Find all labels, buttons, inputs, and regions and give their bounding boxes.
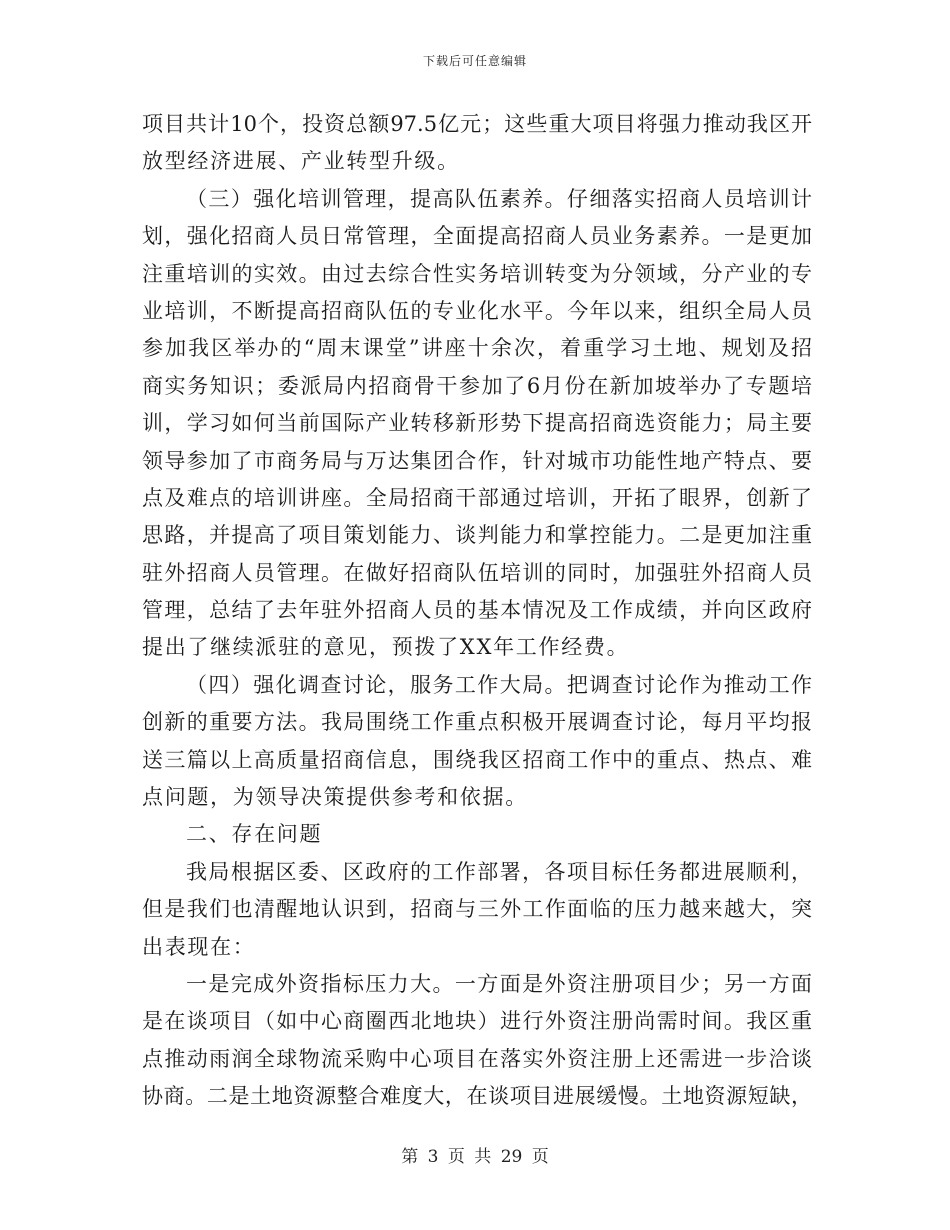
body-line: 送三篇以上高质量招商信息，围绕我区招商工作中的重点、热点、难 bbox=[142, 747, 812, 772]
body-line: 是在谈项目（如中心商圈西北地块）进行外资注册尚需时间。我区重 bbox=[142, 1009, 812, 1034]
body-line: 点问题，为领导决策提供参考和依据。 bbox=[142, 785, 528, 810]
body-line: 参加我区举办的“周末课堂”讲座十余次，着重学习土地、规划及招 bbox=[142, 336, 812, 361]
body-line: 点及难点的培训讲座。全局招商干部通过培训，开拓了眼界，创新了 bbox=[142, 485, 812, 510]
body-line: 业培训，不断提高招商队伍的专业化水平。今年以来，组织全局人员 bbox=[142, 298, 812, 323]
section-title: 二、存在问题 bbox=[186, 822, 323, 847]
page-header-note: 下载后可任意编辑 bbox=[422, 54, 527, 68]
body-line: 一是完成外资指标压力大。一方面是外资注册项目少；另一方面 bbox=[186, 971, 812, 996]
body-line: 驻外招商人员管理。在做好招商队伍培训的同时，加强驻外招商人员 bbox=[142, 560, 812, 585]
body-line: 放型经济进展、产业转型升级。 bbox=[142, 149, 460, 174]
body-line: 但是我们也清醒地认识到，招商与三外工作面临的压力越来越大，突 bbox=[142, 897, 812, 922]
section-heading-line: （四）强化调查讨论，服务工作大局。把调查讨论作为推动工作 bbox=[186, 672, 812, 697]
body-line: 注重培训的实效。由过去综合性实务培训转变为分领域，分产业的专 bbox=[142, 261, 812, 286]
body-line: 创新的重要方法。我局围绕工作重点积极开展调查讨论，每月平均报 bbox=[142, 710, 812, 735]
body-line: 划，强化招商人员日常管理，全面提高招商人员业务素养。一是更加 bbox=[142, 224, 812, 249]
body-line: 提出了继续派驻的意见，预拨了XX年工作经费。 bbox=[142, 635, 630, 660]
body-line: 商实务知识；委派局内招商骨干参加了6月份在新加坡举办了专题培 bbox=[142, 373, 812, 398]
page-number-footer: 第 3 页 共 29 页 bbox=[401, 1147, 549, 1167]
body-line: 点推动雨润全球物流采购中心项目在落实外资注册上还需进一步洽谈 bbox=[142, 1046, 812, 1071]
body-line: 我局根据区委、区政府的工作部署，各项目标任务都进展顺利， bbox=[186, 859, 812, 884]
document-body bbox=[142, 106, 812, 1116]
section-heading-line: （三）强化培训管理，提高队伍素养。仔细落实招商人员培训计 bbox=[186, 186, 812, 211]
body-line: 思路，并提高了项目策划能力、谈判能力和掌控能力。二是更加注重 bbox=[142, 523, 812, 548]
body-line: 领导参加了市商务局与万达集团合作，针对城市功能性地产特点、要 bbox=[142, 448, 812, 473]
body-line: 出表现在： bbox=[142, 934, 256, 959]
body-line: 协商。二是土地资源整合难度大，在谈项目进展缓慢。土地资源短缺， bbox=[142, 1084, 812, 1109]
body-line: 训，学习如何当前国际产业转移新形势下提高招商选资能力；局主要 bbox=[142, 411, 812, 436]
body-line: 项目共计10个，投资总额97.5亿元；这些重大项目将强力推动我区开 bbox=[142, 112, 812, 136]
body-line: 管理，总结了去年驻外招商人员的基本情况及工作成绩，并向区政府 bbox=[142, 598, 812, 623]
